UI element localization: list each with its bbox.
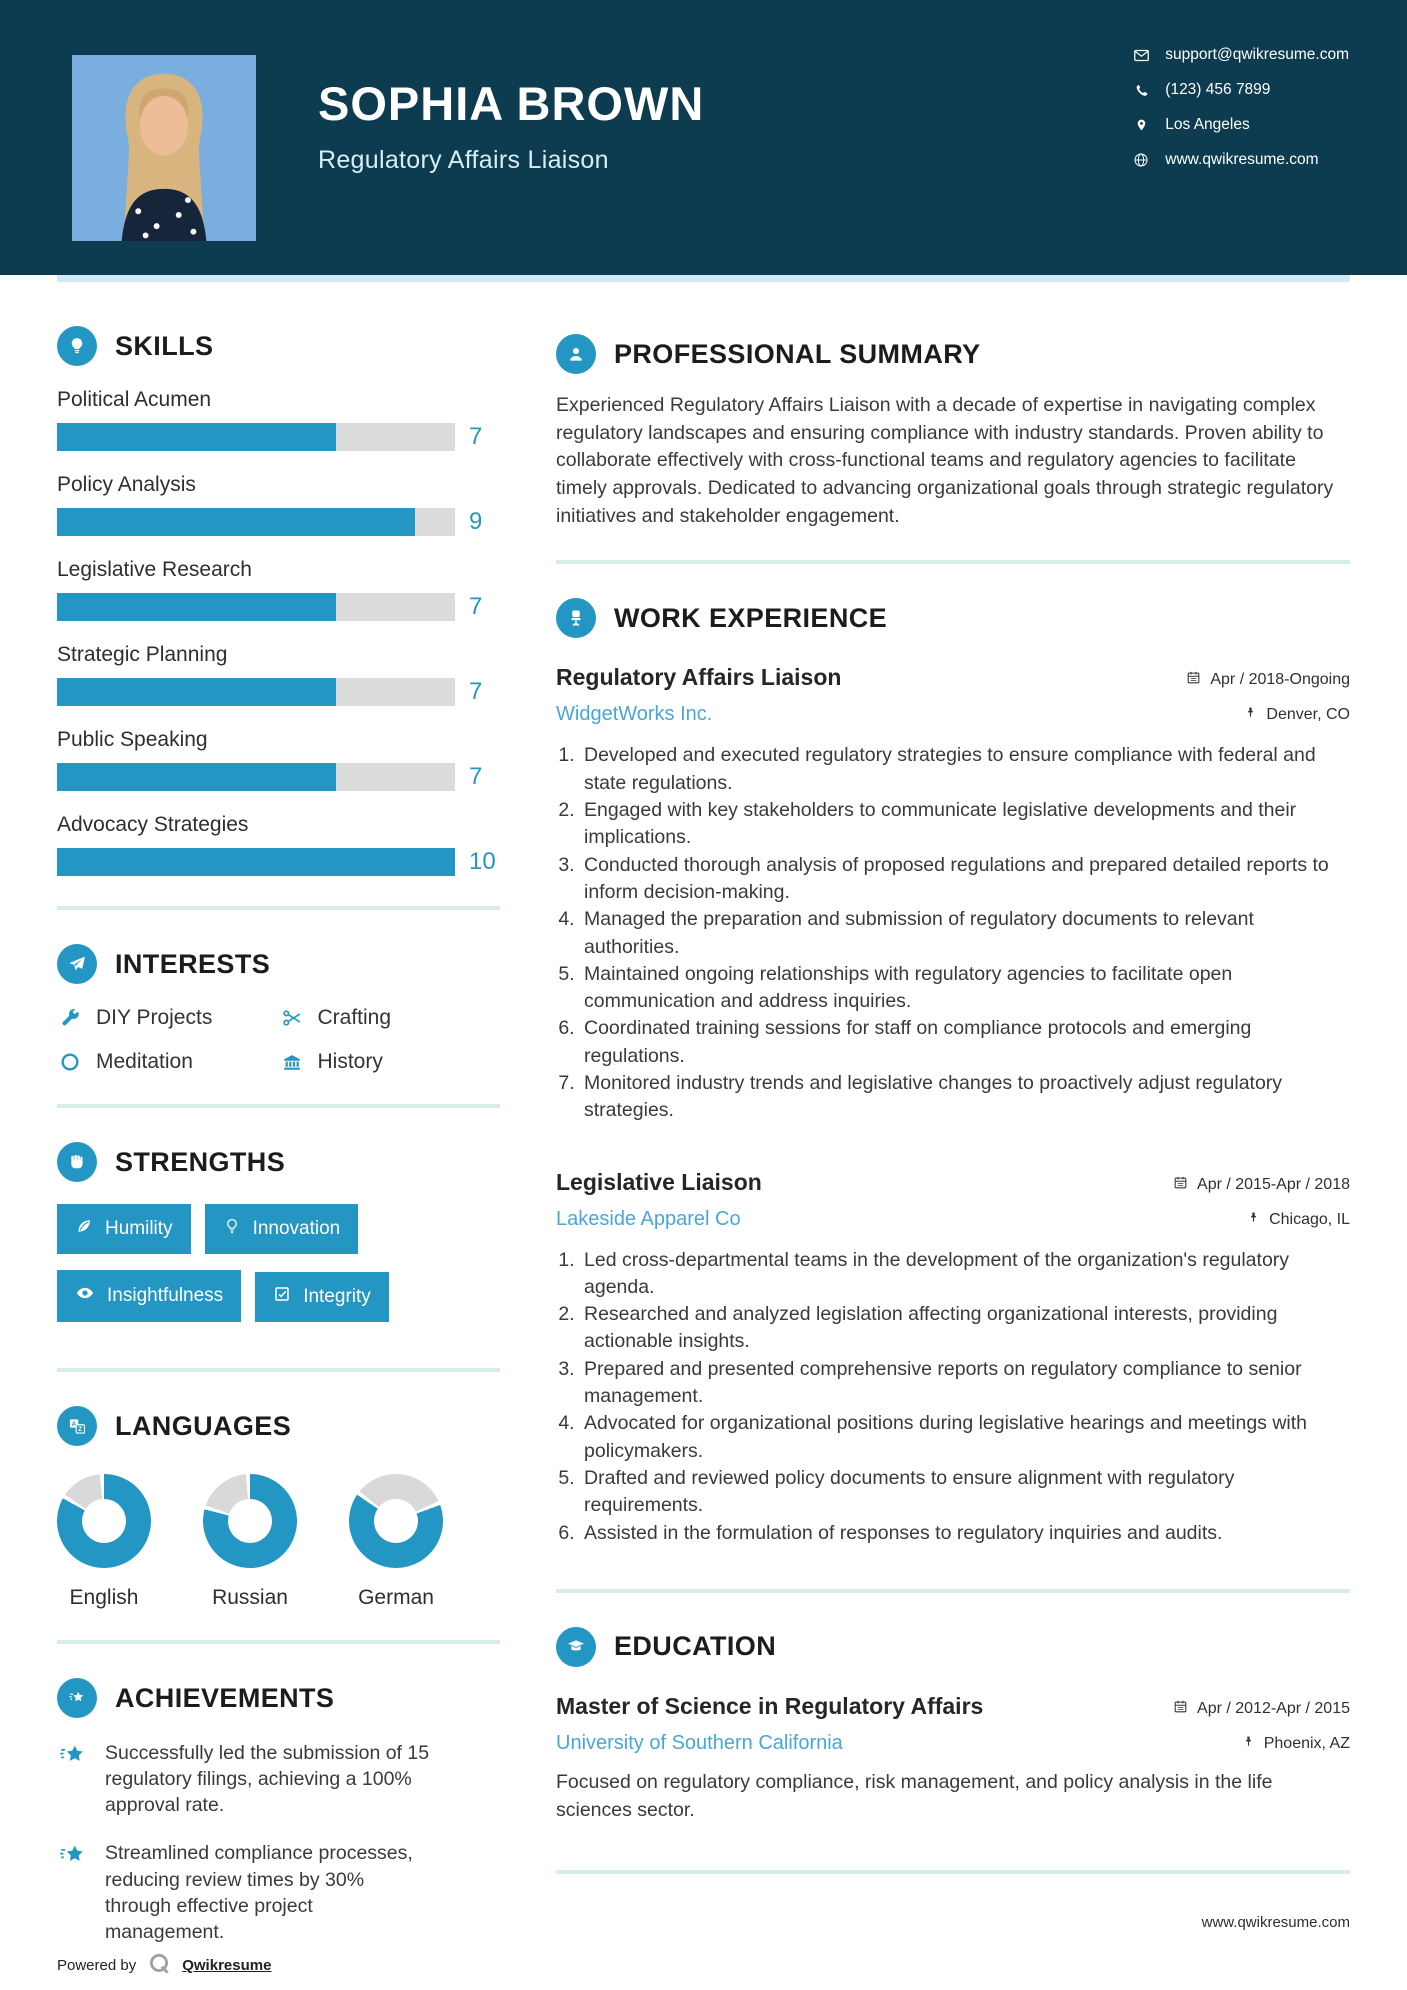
achievement-text: Successfully led the submission of 15 regulatory filings, achieving a 100% approval rate. <box>105 1742 430 1817</box>
job-location <box>1244 705 1350 725</box>
job-bullet: 1. Developed and executed regulatory strategies to ensure compliance with federal and state regulations. <box>580 742 1350 797</box>
location-pin-icon <box>1132 117 1150 133</box>
summary-heading <box>556 334 1350 374</box>
section-divider <box>556 560 1350 564</box>
strengths-heading <box>57 1142 500 1182</box>
powered-by-label: Powered by <box>57 1957 137 1975</box>
strength-badge <box>255 1272 389 1322</box>
skill-bar <box>57 593 455 621</box>
skill-name: Public Speaking <box>57 728 208 751</box>
language-donut-chart <box>349 1474 443 1568</box>
strength-badge <box>57 1204 191 1254</box>
pushpin-icon <box>1247 1210 1260 1230</box>
interest-item <box>57 1050 279 1074</box>
languages-list <box>57 1474 500 1610</box>
footer-website[interactable]: www.qwikresume.com <box>1201 1914 1350 1932</box>
job-location <box>1247 1210 1350 1230</box>
svg-text:A: A <box>71 1420 77 1428</box>
strengths-heading-label: STRENGTHS <box>115 1146 286 1177</box>
identity-block <box>318 76 704 275</box>
summary-text: Experienced Regulatory Affairs Liaison with a decade of expertise in navigating complex regulatory landscapes and ensuring compliance with industry standards. Proven ability to collaborate effectively with cross-functional teams and regulatory agencies to facilitate timely approvals. Dedicated to advancing organizational goals through strategic regulatory initiatives and stakeholder engagement. <box>556 394 1334 527</box>
skill-item <box>57 558 500 621</box>
paper-plane-icon <box>57 944 97 984</box>
job-dates <box>1173 1175 1350 1195</box>
language-donut-chart <box>57 1474 151 1568</box>
skill-value: 7 <box>469 678 483 705</box>
main-content <box>556 282 1350 1990</box>
calendar-icon <box>1186 670 1201 690</box>
job-bullet: 5. Drafted and reviewed policy documents to ensure alignment with regulatory requirements. <box>580 1465 1350 1520</box>
section-divider <box>556 1589 1350 1593</box>
circle-icon <box>57 1051 83 1073</box>
skills-heading <box>57 326 500 366</box>
skill-name: Legislative Research <box>57 558 252 581</box>
section-divider <box>57 1640 500 1644</box>
contact-website-text: www.qwikresume.com <box>1165 151 1319 168</box>
education-entry <box>556 1693 1350 1824</box>
skill-item <box>57 643 500 706</box>
contact-phone[interactable] <box>1132 81 1349 99</box>
person-name: SOPHIA BROWN <box>318 77 705 130</box>
powered-by-row <box>57 1951 500 1981</box>
leaf-icon <box>75 1217 93 1241</box>
strength-label: Humility <box>105 1218 173 1239</box>
skill-bar <box>57 423 455 451</box>
lightbulb-icon <box>57 326 97 366</box>
education-description: Focused on regulatory compliance, risk management, and policy analysis in the life sciences sector. <box>556 1770 1273 1821</box>
skill-item <box>57 473 500 536</box>
job-bullet-list <box>580 1247 1350 1547</box>
person-role: Regulatory Affairs Liaison <box>318 146 609 174</box>
skill-name: Advocacy Strategies <box>57 813 249 836</box>
language-label: German <box>358 1586 434 1609</box>
interest-item <box>57 1006 279 1030</box>
calendar-icon <box>1173 1699 1188 1719</box>
interests-heading-label: INTERESTS <box>115 948 271 979</box>
section-divider <box>556 1870 1350 1874</box>
skill-value: 10 <box>469 848 496 875</box>
skill-name: Strategic Planning <box>57 643 228 666</box>
education-location-text: Phoenix, AZ <box>1263 1734 1350 1752</box>
pushpin-icon <box>1244 705 1257 725</box>
interest-label: Crafting <box>317 1006 392 1029</box>
job-bullet: 4. Advocated for organizational positions during legislative hearings and meetings with policymakers. <box>580 1410 1350 1465</box>
job-title: Regulatory Affairs Liaison <box>556 664 842 691</box>
achievement-item <box>57 1740 500 1818</box>
section-divider <box>57 906 500 910</box>
profile-photo <box>72 55 256 241</box>
language-item <box>349 1474 443 1610</box>
sidebar <box>57 282 500 1990</box>
job-entry <box>556 1169 1350 1547</box>
job-bullet: 3. Conducted thorough analysis of proposed regulations and prepared detailed reports to inform decision-making. <box>580 852 1350 907</box>
check-square-icon <box>273 1285 291 1309</box>
achievement-item <box>57 1840 500 1945</box>
education-dates <box>1173 1699 1350 1719</box>
strength-label: Innovation <box>252 1218 341 1239</box>
person-icon <box>556 334 596 374</box>
job-bullet: 4. Managed the preparation and submission of regulatory documents to relevant authorities. <box>580 906 1350 961</box>
strength-label: Insightfulness <box>107 1285 224 1306</box>
eye-icon <box>75 1283 95 1309</box>
contact-location-text: Los Angeles <box>1165 116 1250 133</box>
strength-label: Integrity <box>303 1286 371 1307</box>
summary-heading-label: PROFESSIONAL SUMMARY <box>614 338 981 369</box>
job-bullet: 2. Engaged with key stakeholders to communicate legislative developments and their implications. <box>580 797 1350 852</box>
skill-bar <box>57 508 455 536</box>
skill-item <box>57 813 500 876</box>
interest-label: History <box>317 1050 383 1073</box>
strength-badge <box>205 1204 359 1254</box>
calendar-icon <box>1173 1175 1188 1195</box>
skill-value: 7 <box>469 423 483 450</box>
job-bullet-list <box>580 742 1350 1124</box>
interests-grid <box>57 1006 500 1074</box>
skill-item <box>57 388 500 451</box>
pushpin-icon <box>1242 1734 1255 1754</box>
skill-bar <box>57 678 455 706</box>
job-dates-text: Apr / 2018-Ongoing <box>1210 671 1350 689</box>
language-label: Russian <box>212 1586 288 1609</box>
translate-icon <box>57 1406 97 1446</box>
achievements-heading <box>57 1678 500 1718</box>
section-divider <box>57 1368 500 1372</box>
experience-heading-label: WORK EXPERIENCE <box>614 602 888 633</box>
strength-badge <box>57 1270 241 1322</box>
skill-name: Policy Analysis <box>57 473 196 496</box>
bulb-outline-icon <box>223 1217 241 1241</box>
school-link[interactable]: University of Southern California <box>556 1731 843 1754</box>
contact-website[interactable] <box>1132 151 1349 169</box>
interests-heading <box>57 944 500 984</box>
education-location <box>1242 1734 1350 1754</box>
job-dates <box>1186 670 1350 690</box>
language-item <box>203 1474 297 1610</box>
star-badge-icon <box>57 1678 97 1718</box>
job-location-text: Chicago, IL <box>1269 1210 1350 1228</box>
job-company-link[interactable]: WidgetWorks Inc. <box>556 703 713 726</box>
header <box>0 0 1407 275</box>
skill-value: 9 <box>469 508 483 535</box>
scissors-icon <box>279 1007 305 1029</box>
museum-icon <box>279 1051 305 1073</box>
interest-item <box>279 1006 501 1030</box>
interest-item <box>279 1050 501 1074</box>
job-bullet: 3. Prepared and presented comprehensive reports on regulatory compliance to senior management. <box>580 1356 1350 1411</box>
strengths-list <box>57 1204 500 1338</box>
experience-heading <box>556 598 1350 638</box>
office-chair-icon <box>556 598 596 638</box>
fist-icon <box>57 1142 97 1182</box>
languages-heading <box>57 1406 500 1446</box>
interest-label: DIY Projects <box>96 1006 213 1029</box>
contact-location[interactable] <box>1132 116 1349 134</box>
job-bullet: 1. Led cross-departmental teams in the development of the organization's regulatory agenda. <box>580 1247 1350 1302</box>
achievement-star-icon <box>57 1740 89 1818</box>
graduation-icon <box>556 1627 596 1667</box>
skills-heading-label: SKILLS <box>115 330 214 361</box>
globe-icon <box>1132 152 1150 168</box>
skill-item <box>57 728 500 791</box>
svg-text:Z: Z <box>78 1426 83 1434</box>
qwikresume-logo-icon <box>146 1951 172 1981</box>
section-divider <box>57 1104 500 1108</box>
contact-phone-text: (123) 456 7899 <box>1165 81 1271 98</box>
interest-label: Meditation <box>96 1050 193 1073</box>
email-icon <box>1132 47 1150 64</box>
achievements-heading-label: ACHIEVEMENTS <box>115 1682 335 1713</box>
contact-list <box>1132 46 1349 275</box>
job-bullet: 7. Monitored industry trends and legislative changes to proactively adjust regulatory strategies. <box>580 1070 1350 1125</box>
header-underline <box>57 275 1350 282</box>
achievement-text: Streamlined compliance processes, reducing review times by 30% through effective project management. <box>105 1842 413 1943</box>
education-heading-label: EDUCATION <box>614 1631 777 1662</box>
skill-bar <box>57 848 455 876</box>
skill-bar <box>57 763 455 791</box>
contact-email-text: support@qwikresume.com <box>1165 46 1349 63</box>
skill-value: 7 <box>469 763 483 790</box>
job-location-text: Denver, CO <box>1266 706 1350 724</box>
wrench-icon <box>57 1007 83 1029</box>
job-bullet: 6. Assisted in the formulation of responses to regulatory inquiries and audits. <box>580 1520 1350 1547</box>
job-bullet: 6. Coordinated training sessions for staff on compliance protocols and emerging regulations. <box>580 1015 1350 1070</box>
language-label: English <box>69 1586 139 1609</box>
education-dates-text: Apr / 2012-Apr / 2015 <box>1197 1699 1350 1717</box>
achievement-star-icon <box>57 1840 89 1945</box>
job-company-link[interactable]: Lakeside Apparel Co <box>556 1207 741 1230</box>
languages-heading-label: LANGUAGES <box>115 1410 292 1441</box>
language-donut-chart <box>203 1474 297 1568</box>
job-dates-text: Apr / 2015-Apr / 2018 <box>1197 1175 1350 1193</box>
skill-value: 7 <box>469 593 483 620</box>
contact-email[interactable] <box>1132 46 1349 64</box>
job-entry <box>556 664 1350 1124</box>
education-heading <box>556 1627 1350 1667</box>
degree-title: Master of Science in Regulatory Affairs <box>556 1692 984 1719</box>
qwikresume-link[interactable]: Qwikresume <box>182 1957 272 1975</box>
job-bullet: 5. Maintained ongoing relationships with regulatory agencies to facilitate open communication and address inquiries. <box>580 961 1350 1016</box>
phone-icon <box>1132 83 1150 98</box>
job-title: Legislative Liaison <box>556 1168 762 1195</box>
language-item <box>57 1474 151 1610</box>
job-bullet: 2. Researched and analyzed legislation affecting organizational interests, providing actionable insights. <box>580 1301 1350 1356</box>
skill-name: Political Acumen <box>57 388 212 411</box>
